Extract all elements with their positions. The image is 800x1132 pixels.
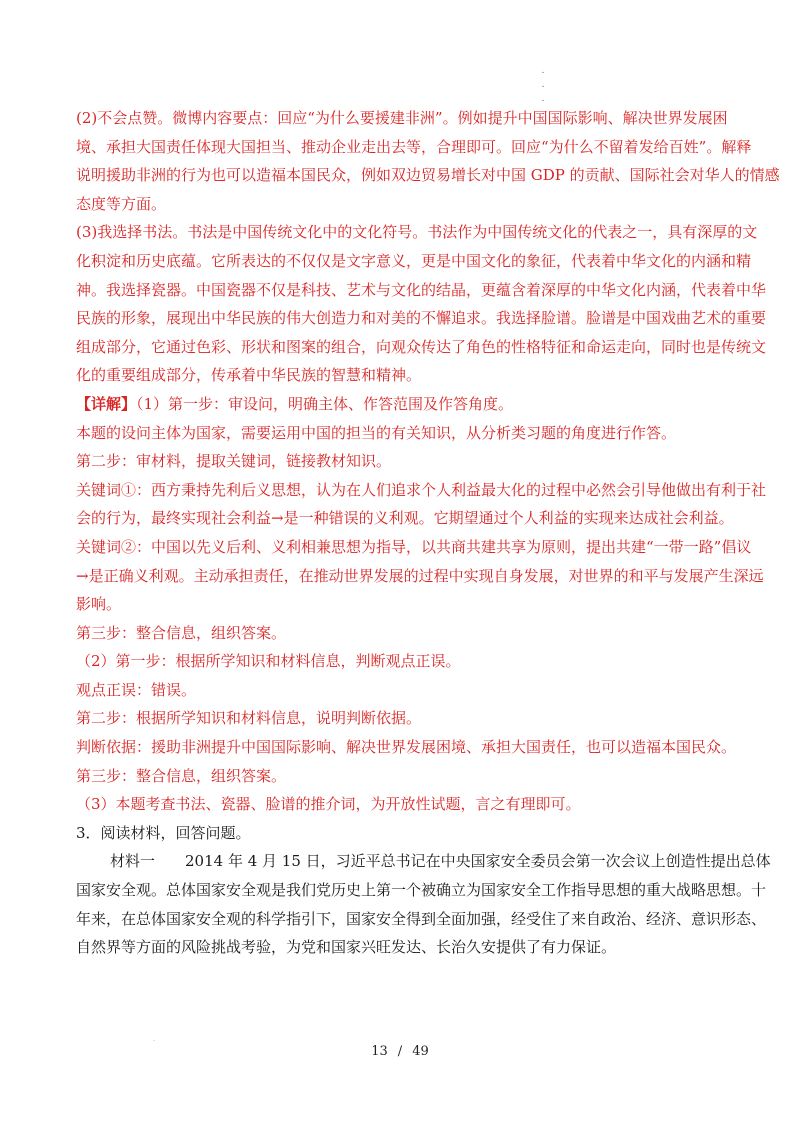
question-3 <box>76 819 771 962</box>
answer-3-line: 民族的形象，展现出中华民族的伟大创造力和对美的不懈追求。我选择脸谱。脸谱是中国戏曲艺术的重要 <box>76 309 767 328</box>
answer-3-line: 组成部分，它通过色彩、形状和图案的组合，向观众传达了角色的性格特征和命运走向，同时也是传统文 <box>76 337 767 356</box>
header-dot: . <box>541 66 545 76</box>
material-line: 国家安全观。总体国家安全观是我们党历史上第一个被确立为国家安全工作指导思想的重大战略思想。十 <box>76 881 767 900</box>
keyword-1-line: 关键词①：西方秉持先利后义思想，认为在人们追求个人利益最大化的过程中必然会引导他做出有利于社 <box>76 480 767 499</box>
page-total: 49 <box>412 1044 429 1059</box>
detail-line: （2）第一步：根据所学知识和材料信息，判断观点正误。 <box>76 652 461 671</box>
answer-3-line: (3)我选择书法。书法是中国传统文化中的文化符号。书法作为中国传统文化的代表之一，具有深厚的文 <box>76 223 758 242</box>
material-line: 材料一 2014 年 4 月 15 日，习近平总书记在中央国家安全委员会第一次会议上创造性提出总体 <box>110 852 771 871</box>
detail-line: （3）本题考查书法、瓷器、脸谱的推介词，为开放性试题，言之有理即可。 <box>76 795 581 814</box>
footer-mark: . <box>153 1036 155 1043</box>
detail-line: 本题的设问主体为国家，需要运用中国的担当的有关知识，从分析类习题的角度进行作答。 <box>76 423 677 442</box>
answer-3-line: 化积淀和历史底蕴。它所表达的不仅仅是文字意义，更是中国文化的象征，代表着中华文化的内涵和精 <box>76 251 752 270</box>
answer-3 <box>76 218 767 390</box>
answer-3-line: 化的重要组成部分，传承着中华民族的智慧和精神。 <box>76 366 422 385</box>
page-current: 13 <box>371 1044 388 1059</box>
keyword-1-line: 会的行为，最终实现社会利益→是一种错误的义利观。它期望通过个人利益的实现来达成社会利益。 <box>76 509 734 528</box>
page-content <box>76 104 780 962</box>
answer-2-line: (2)不会点赞。微博内容要点：回应“为什么要援建非洲”。例如提升中国国际影响、解决世界发展困 <box>76 109 728 127</box>
keyword-2-line: 关键词②：中国以先义后利、义利相兼思想为指导，以共商共建共享为原则，提出共建“一带一路”倡议 <box>76 537 752 556</box>
detail-line: 判断依据：援助非洲提升中国国际影响、解决世界发展困境、承担大国责任，也可以造福本国民众。 <box>76 738 737 757</box>
detail-line: 第二步：根据所学知识和材料信息，说明判断依据。 <box>76 709 422 728</box>
detail-section <box>76 390 767 819</box>
answer-2-line: 态度等方面。 <box>76 194 167 213</box>
answer-2-line: 说明援助非洲的行为也可以造福本国民众，例如双边贸易增长对中国 GDP 的贡献、国际社会对华人的情感 <box>76 166 780 185</box>
detail-line: 观点正误：错误。 <box>76 680 197 699</box>
header-dot: . <box>541 94 545 104</box>
detail-label: 【详解】 <box>76 394 137 413</box>
page-number <box>0 1044 800 1059</box>
answer-3-line: 神。我选择瓷器。中国瓷器不仅是科技、艺术与文化的结晶，更蕴含着深厚的中华文化内涵，代表着中华 <box>76 280 767 299</box>
question-3-title: 3．阅读材料，回答问题。 <box>76 823 251 842</box>
page-separator: / <box>397 1044 403 1059</box>
keyword-2-line: →是正确义利观。主动承担责任，在推动世界发展的过程中实现自身发展，对世界的和平与发展产生深远 <box>76 566 764 585</box>
header-dots <box>541 64 545 106</box>
material-line: 年来，在总体国家安全观的科学指引下，国家安全得到全面加强，经受住了来自政治、经济、意识形态、 <box>76 909 767 928</box>
answer-2 <box>76 104 780 218</box>
detail-line: （1）第一步：审设问，明确主体、作答范围及作答角度。 <box>136 394 514 413</box>
answer-2-line: 境、承担大国责任体现大国担当、推动企业走出去等，合理即可。回应“为什么不留着发给百姓”。解释 <box>76 137 752 156</box>
material-line: 自然界等方面的风险挑战考验，为党和国家兴旺发达、长治久安提供了有力保证。 <box>76 938 617 957</box>
detail-line: 第二步：审材料，提取关键词，链接教材知识。 <box>76 452 392 471</box>
detail-line: 第三步：整合信息，组织答案。 <box>76 766 287 785</box>
header-dot: . <box>541 80 545 90</box>
detail-line: 第三步：整合信息，组织答案。 <box>76 623 287 642</box>
keyword-2-line: 影响。 <box>76 595 122 614</box>
